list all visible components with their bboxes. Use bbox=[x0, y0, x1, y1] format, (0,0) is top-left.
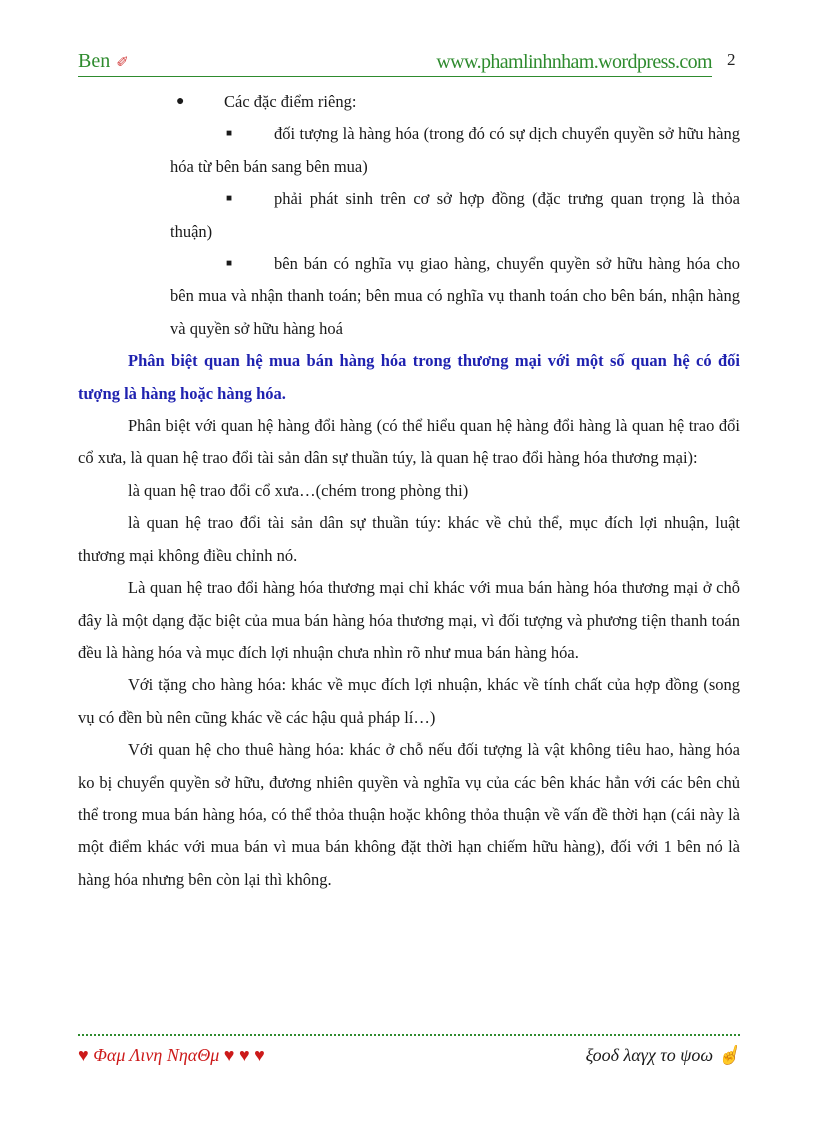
page-header bbox=[78, 48, 712, 77]
paragraph: Phân biệt với quan hệ hàng đổi hàng (có thể hiểu quan hệ hàng đổi hàng là quan hệ trao đổi cổ xưa, là quan hệ trao đổi tài sản dân sự thuần túy, là quan hệ trao đổi hàng hóa thương mại): bbox=[78, 416, 740, 468]
bullet-item: ● Các đặc điểm riêng: bbox=[78, 86, 740, 118]
sub-bullet-item: ■ đối tượng là hàng hóa (trong đó có sự dịch chuyển quyền sở hữu hàng hóa từ bên bán sang bên mua) bbox=[78, 118, 740, 183]
footer-author: Φαμ Λινη ΝηαΘμ bbox=[93, 1045, 220, 1065]
paragraph: là quan hệ trao đổi cổ xưa…(chém trong phòng thi) bbox=[128, 480, 469, 500]
thumb-icon: ☝ bbox=[717, 1045, 740, 1065]
paragraph: Với tặng cho hàng hóa: khác về mục đích lợi nhuận, khác về tính chất của hợp đồng (song vụ có đền bù nên cũng khác về các hậu quả pháp lí…) bbox=[78, 675, 740, 727]
square-bullet-icon: ■ bbox=[226, 258, 233, 270]
square-bullet-icon: ■ bbox=[226, 128, 233, 140]
paragraph: Là quan hệ trao đổi hàng hóa thương mại chỉ khác với mua bán hàng hóa thương mại ở chỗ đây là một dạng đặc biệt của mua bán hàng hóa thương mại, vì đối tượng và phương tiện thanh toán đều là hàng hóa và mục đích lợi nhuận chưa nhìn rõ như mua bán hàng hóa. bbox=[78, 578, 740, 662]
footer-slogan: ξοοδ λαγχ το ψοω bbox=[585, 1045, 714, 1065]
footer-divider bbox=[78, 1034, 740, 1036]
sub-bullet-item: ■ phải phát sinh trên cơ sở hợp đồng (đặc trưng quan trọng là thỏa thuận) bbox=[78, 183, 740, 248]
square-bullet-icon: ■ bbox=[226, 193, 233, 205]
pencil-icon: ✐ bbox=[116, 55, 129, 71]
paragraph: là quan hệ trao đổi tài sản dân sự thuần túy: khác về chủ thể, mục đích lợi nhuận, luật thương mại không điều chỉnh nó. bbox=[78, 513, 740, 565]
page-number: 2 bbox=[727, 50, 736, 69]
section-heading: Phân biệt quan hệ mua bán hàng hóa trong thương mại với một số quan hệ có đối tượng là hàng hoặc hàng hóa. bbox=[78, 351, 740, 403]
document-body bbox=[78, 86, 740, 896]
bullet-dot-icon: ● bbox=[176, 94, 185, 109]
header-left: Ben ✐ bbox=[78, 50, 129, 72]
sub-bullet-item: ■ bên bán có nghĩa vụ giao hàng, chuyển quyền sở hữu hàng hóa cho bên mua và nhận thanh toán; bên mua có nghĩa vụ thanh toán cho bên bán, nhận hàng và quyền sở hữu hàng hoá bbox=[78, 248, 740, 345]
header-website[interactable]: www.phamlinhnham.wordpress.com bbox=[436, 51, 712, 73]
paragraph: Với quan hệ cho thuê hàng hóa: khác ở chỗ nếu đối tượng là vật không tiêu hao, hàng hóa ko bị chuyển quyền sở hữu, đương nhiên quyền và nghĩa vụ của các bên khác hẳn với các bên chủ thể trong mua bán hàng hóa, có thể thỏa thuận hoặc không thỏa thuận về vấn đề thời hạn (cái này là một điểm khác với mua bán vì mua bán không đặt thời hạn chiếm hữu hàng), đối với 1 bên nó là hàng hóa nhưng bên còn lại thì không. bbox=[78, 740, 740, 889]
footer-right bbox=[586, 1045, 740, 1066]
footer-left bbox=[78, 1045, 265, 1066]
heart-icons: ♥ ♥ ♥ bbox=[223, 1045, 265, 1065]
heart-icon: ♥ bbox=[78, 1045, 89, 1065]
